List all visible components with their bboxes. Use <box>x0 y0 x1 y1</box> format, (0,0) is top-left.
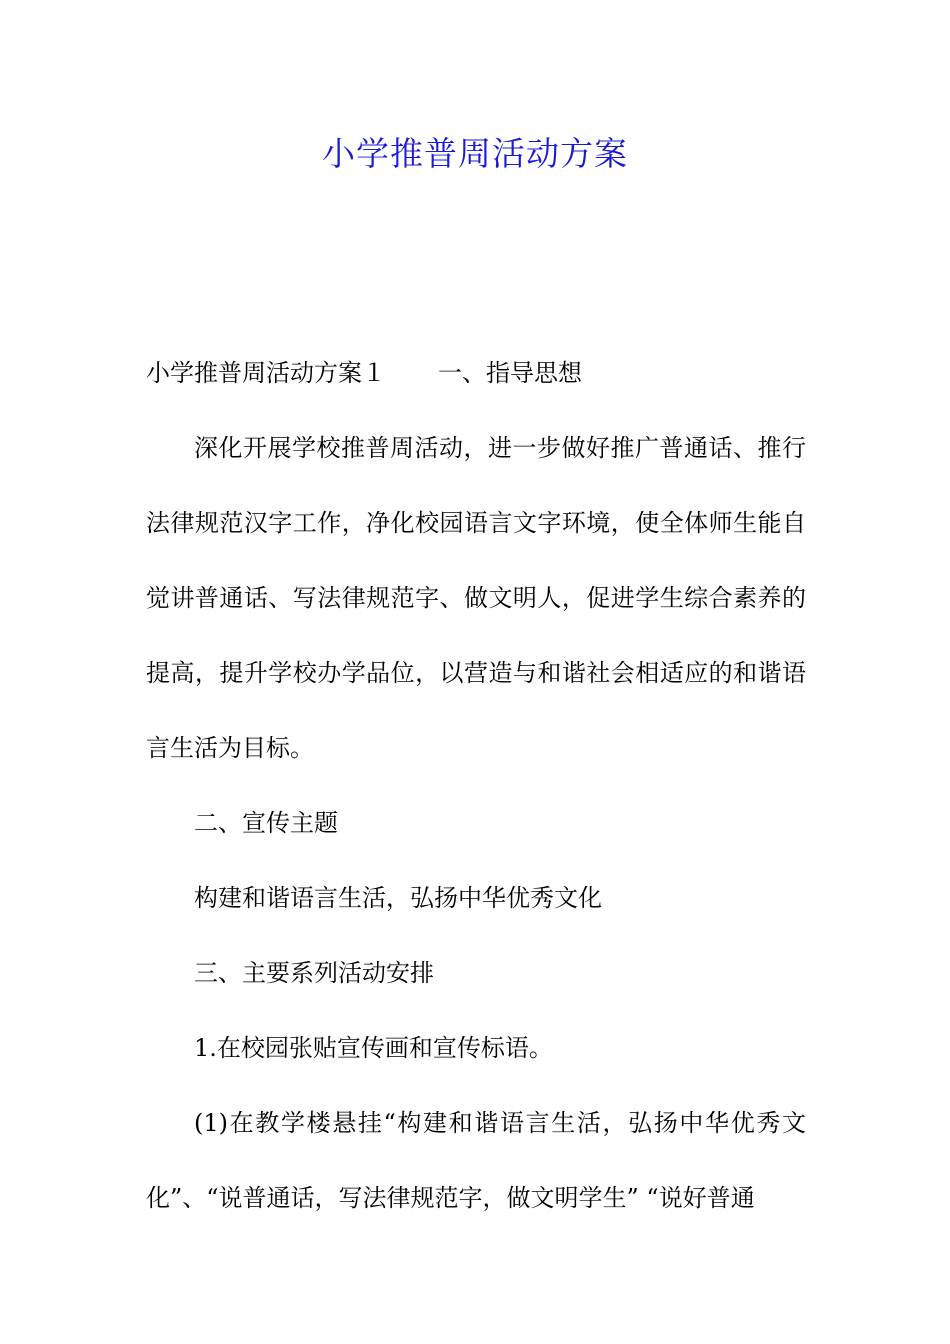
paragraph-guiding-thought: 深化开展学校推普周活动，进一步做好推广普通话、推行法律规范汉字工作，净化校园语言文字环境，使全体师生能自觉讲普通话、写法律规范字、做文明人，促进学生综合素养的提高，提升学校办学品位，以营造与和谐社会相适应的和谐语言生活为目标。 <box>146 434 806 762</box>
section-heading-1: 一、指导思想 <box>438 359 582 387</box>
list-item-1: 1.在校园张贴宣传画和宣传标语。 <box>194 1034 553 1062</box>
section-heading-3: 三、主要系列活动安排 <box>194 959 434 987</box>
heading-line <box>146 336 806 411</box>
list-item-1-sub: (1)在教学楼悬挂“构建和谐语言生活，弘扬中华优秀文化”、“说普通话，写法律规范字，做文明学生” “说好普通 <box>146 1109 806 1212</box>
document-title: 小学推普周活动方案 <box>322 134 628 173</box>
plan-label: 小学推普周活动方案１ <box>146 359 386 387</box>
theme-text: 构建和谐语言生活，弘扬中华优秀文化 <box>194 884 602 912</box>
section-heading-2: 二、宣传主题 <box>194 809 338 837</box>
document-body <box>146 336 806 1236</box>
